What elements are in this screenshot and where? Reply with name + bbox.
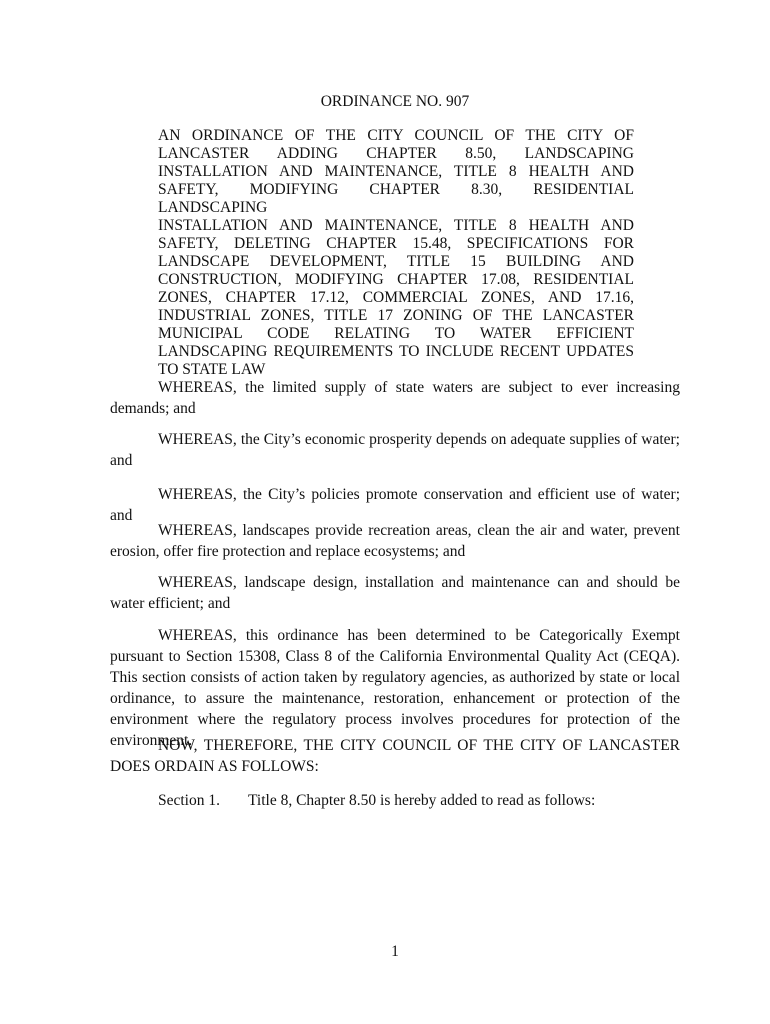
preamble-line: LANDSCAPE DEVELOPMENT, TITLE 15 BUILDING AND [158,253,634,270]
now-therefore-paragraph: NOW, THEREFORE, THE CITY COUNCIL OF THE CITY OF LANCASTER DOES ORDAIN AS FOLLOWS: [110,737,680,775]
ordinance-title: ORDINANCE NO. 907 [320,93,470,110]
whereas-paragraph-design: WHEREAS, landscape design, installation and maintenance can and should be water efficient; and [110,574,680,612]
whereas-paragraph-ceqa: WHEREAS, this ordinance has been determined to be Categorically Exempt pursuant to Section 15308, Class 8 of the California Environmental Quality Act (CEQA). This section consists of action taken by regulatory agencies, as authorized by state or local ordinance, to assure the maintenance, restoration, enhancement or protection of the environment where the regulatory process involves procedures for protection of the environment. [110,627,680,749]
page-number: 1 [391,943,399,960]
section-1-heading [158,792,595,810]
whereas-paragraph-prosperity: WHEREAS, the City’s economic prosperity depends on adequate supplies of water; and [110,431,680,469]
preamble-line: LANDSCAPING REQUIREMENTS TO INCLUDE RECENT UPDATES [158,343,634,360]
whereas-paragraph-supply: WHEREAS, the limited supply of state waters are subject to ever increasing demands; and [110,379,680,417]
section-text: Title 8, Chapter 8.50 is hereby added to read as follows: [248,792,596,809]
preamble-line: SAFETY, DELETING CHAPTER 15.48, SPECIFICATIONS FOR [158,235,634,252]
preamble-line: SAFETY, MODIFYING CHAPTER 8.30, RESIDENTIAL LANDSCAPING [158,181,634,216]
preamble-line: TO STATE LAW [158,361,266,378]
preamble-line: INSTALLATION AND MAINTENANCE, TITLE 8 HEALTH AND [158,163,634,180]
preamble-line: LANCASTER ADDING CHAPTER 8.50, LANDSCAPING [158,145,634,162]
preamble-line: INSTALLATION AND MAINTENANCE, TITLE 8 HEALTH AND [158,217,634,234]
whereas-paragraph-policies: WHEREAS, the City’s policies promote conservation and efficient use of water; and [110,486,680,524]
whereas-paragraph-landscapes: WHEREAS, landscapes provide recreation areas, clean the air and water, prevent erosion, offer fire protection and replace ecosystems; and [110,522,680,560]
preamble-line: ZONES, CHAPTER 17.12, COMMERCIAL ZONES, AND 17.16, [158,289,634,306]
preamble-line: AN ORDINANCE OF THE CITY COUNCIL OF THE CITY OF [158,127,634,144]
preamble-line: INDUSTRIAL ZONES, TITLE 17 ZONING OF THE LANCASTER [158,307,634,324]
preamble-line: MUNICIPAL CODE RELATING TO WATER EFFICIENT [158,325,634,342]
preamble-line: CONSTRUCTION, MODIFYING CHAPTER 17.08, RESIDENTIAL [158,271,634,288]
section-label: Section 1. [158,792,220,809]
ordinance-preamble [158,127,634,379]
